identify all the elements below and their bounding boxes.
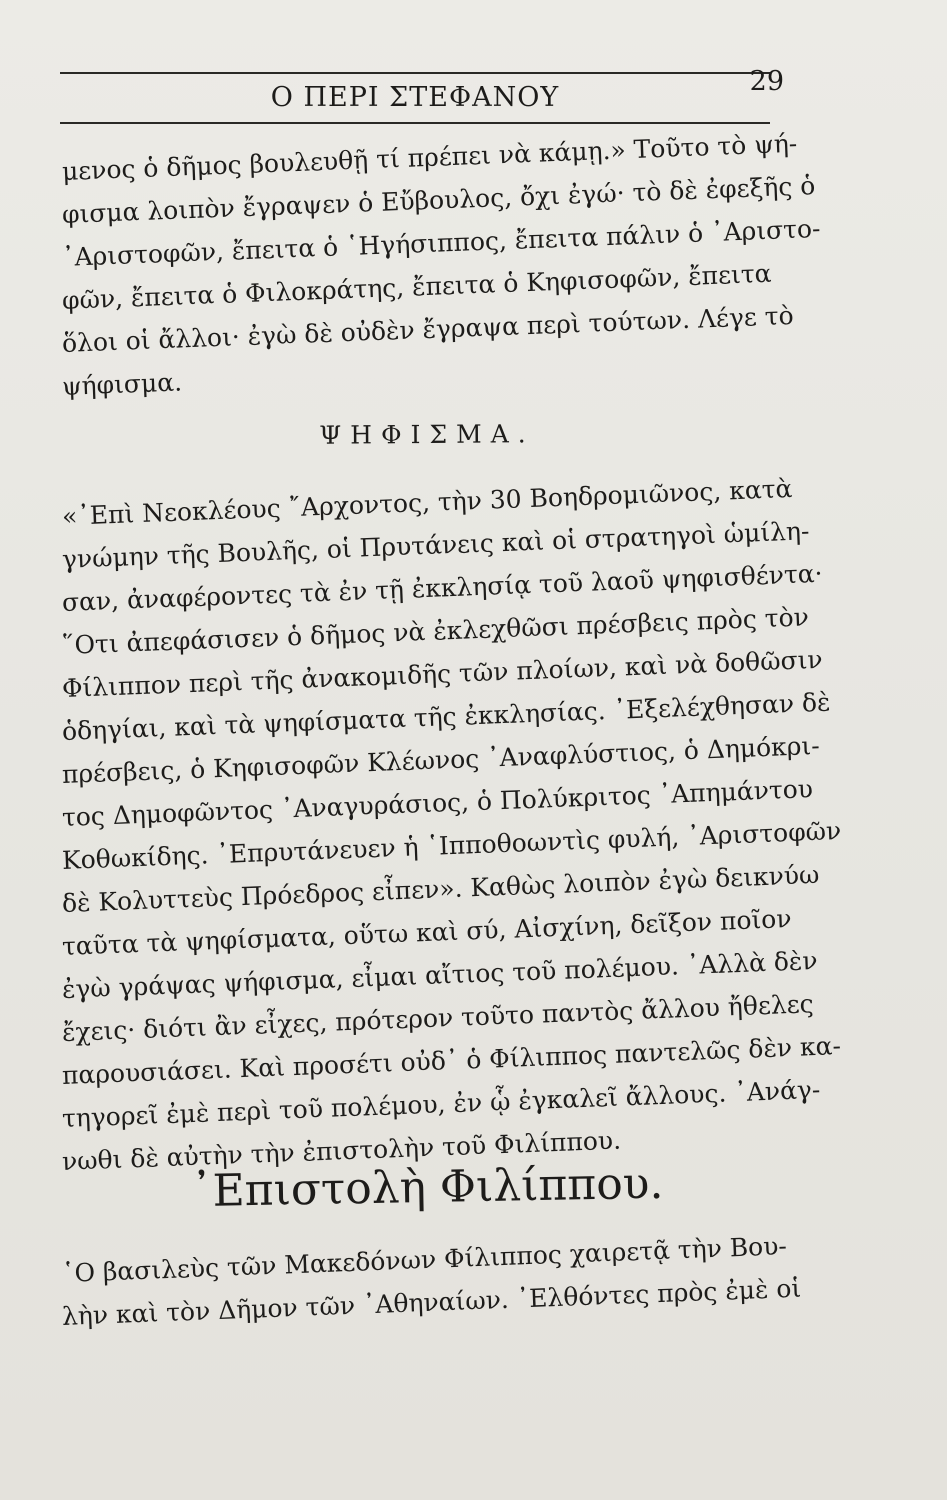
text-line: Φίλιππον περὶ τῆς ἀνακομιδῆς τῶν πλοίων, καὶ νὰ δοθῶσιν — [61, 644, 824, 703]
text-line: τηγορεῖ ἐμὲ περὶ τοῦ πολέμου, ἐν ᾧ ἐγκαλεῖ ἄλλους. ᾿Ανάγ- — [61, 1074, 821, 1133]
paragraph-intro — [61, 128, 822, 408]
text-line: «᾿Επὶ Νεοκλέους ῎Αρχοντος, τὴν 30 Βοηδρομιῶνος, κατὰ — [61, 473, 793, 531]
text-line: ῞Οτι ἀπεφάσισεν ὁ δῆμος νὰ ἐκλεχθῶσι πρέσβεις πρὸς τὸν — [61, 602, 810, 660]
letter-heading: ᾿Επιστολὴ Φιλίππου. — [190, 1157, 664, 1218]
text-line: ᾿Αριστοφῶν, ἔπειτα ὁ ῾Ηγήσιππος, ἔπειτα πάλιν ὁ ᾿Αριστο- — [61, 213, 821, 272]
text-line: ταῦτα τὰ ψηφίσματα, οὕτω καὶ σύ, Αἰσχίνη, δεῖξον ποῖον — [61, 903, 793, 961]
page-number: 29 — [749, 66, 784, 97]
text-line: παρουσιάσει. Καὶ προσέτι οὐδ᾿ ὁ Φίλιππος παντελῶς δὲν κα- — [61, 1031, 842, 1090]
text-line: ἐγὼ γράψας ψήφισμα, εἶμαι αἴτιος τοῦ πολέμου. ᾿Αλλὰ δὲν — [61, 945, 819, 1004]
running-head — [60, 66, 784, 118]
text-line: λὴν καὶ τὸν Δῆμον τῶν ᾿Αθηναίων. ᾿Ελθόντες πρὸς ἐμὲ οἱ — [61, 1273, 802, 1331]
text-line: ψήφισμα. — [61, 367, 183, 401]
running-title: Ο ΠΕΡΙ ΣΤΕΦΑΝΟΥ — [270, 82, 560, 113]
text-line: φισμα λοιπὸν ἔγραψεν ὁ Εὔβουλος, ὄχι ἐγώ· τὸ δὲ ἐφεξῆς ὁ — [61, 171, 816, 229]
text-line: Κοθωκίδης. ᾿Επρυτάνευεν ἡ ῾Ιπποθοωντὶς φυλή, ᾿Αριστοφῶν — [61, 816, 842, 875]
text-line: ἔχεις· διότι ἂν εἶχες, πρότερον τοῦτο παντὸς ἄλλου ἤθελες — [61, 989, 815, 1047]
text-line: νωθι δὲ αὐτὴν τὴν ἐπιστολὴν τοῦ Φιλίππου. — [61, 1125, 622, 1176]
text-line: δὲ Κολυττεὺς Πρόεδρος εἶπεν». Καθὼς λοιπὸν ἐγὼ δεικνύω — [61, 859, 820, 918]
text-line: σαν, ἀναφέροντες τὰ ἐν τῇ ἐκκλησίᾳ τοῦ λαοῦ ψηφισθέντα· — [61, 558, 824, 617]
header-bottom-rule — [60, 122, 770, 124]
text-line: πρέσβεις, ὁ Κηφισοφῶν Κλέωνος ᾿Αναφλύστιος, ὁ Δημόκρι- — [61, 730, 821, 789]
text-line: γνώμην τῆς Βουλῆς, οἱ Πρυτάνεις καὶ οἱ στρατηγοὶ ὡμίλη- — [61, 516, 810, 574]
section-heading: ΨΗΦΙΣΜΑ. — [319, 419, 535, 450]
text-line: μενος ὁ δῆμος βουλευθῇ τί πρέπει νὰ κάμῃ.» Τοῦτο τὸ ψή- — [61, 128, 798, 186]
text-line: τος Δημοφῶντος ᾿Αναγυράσιος, ὁ Πολύκριτος ᾿Απημάντου — [61, 774, 814, 832]
header-top-rule — [60, 72, 770, 74]
text-line: ῾Ο βασιλεὺς τῶν Μακεδόνων Φίλιππος χαιρετᾷ τὴν Βου- — [61, 1231, 788, 1288]
text-line: ὅλοι οἱ ἄλλοι· ἐγὼ δὲ οὐδὲν ἔγραψα περὶ τούτων. Λέγε τὸ — [61, 300, 795, 358]
text-line: φῶν, ἔπειτα ὁ Φιλοκράτης, ἔπειτα ὁ Κηφισοφῶν, ἔπειτα — [61, 258, 773, 315]
text-line: ὁδηγίαι, καὶ τὰ ψηφίσματα τῆς ἐκκλησίας. ᾿Εξελέχθησαν δὲ — [61, 687, 831, 746]
paragraph-decree — [61, 473, 842, 1183]
paragraph-letter — [61, 1231, 822, 1338]
